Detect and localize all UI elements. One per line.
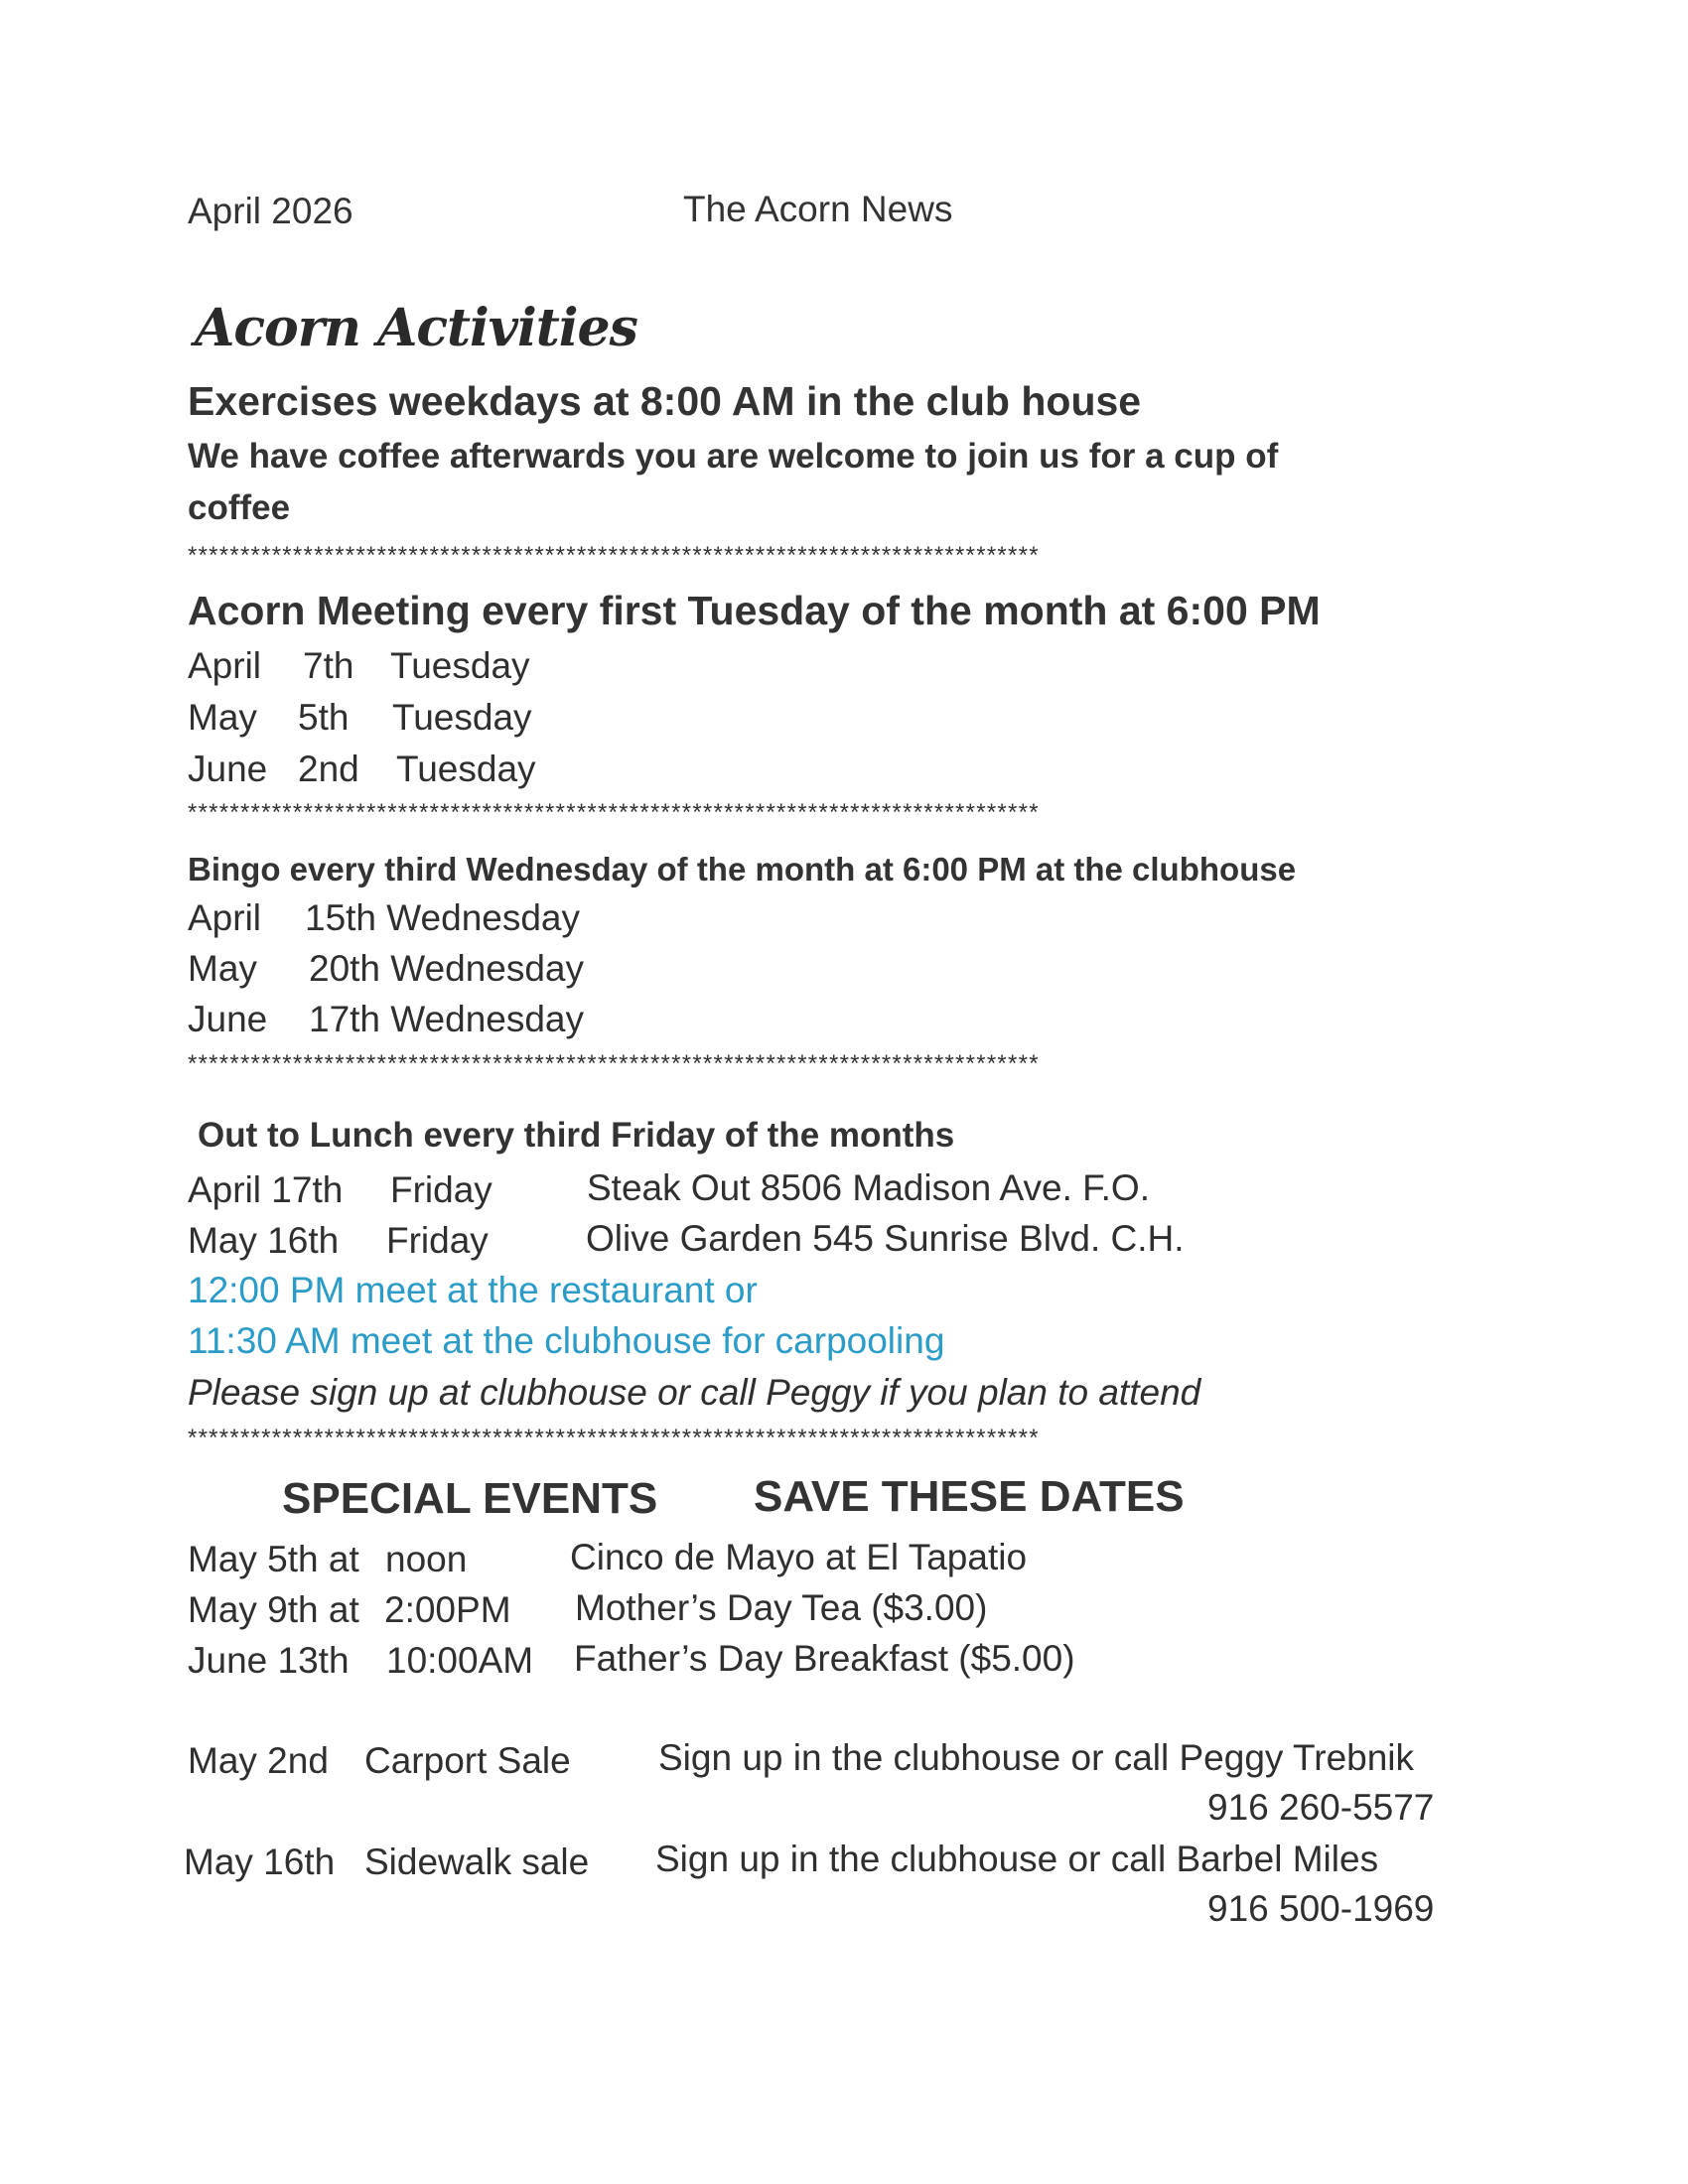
page-title: Acorn Activities — [195, 298, 637, 358]
separator-1: ********************************************************************************* — [188, 544, 1040, 568]
sale-date: May 16th — [184, 1842, 336, 1882]
sale-phone: 916 260-5577 — [1207, 1787, 1435, 1828]
save-dates-heading: SAVE THESE DATES — [754, 1472, 1185, 1521]
event-date: May 5th at — [188, 1539, 359, 1579]
sale-name: Carport Sale — [364, 1740, 571, 1781]
event-date: June 13th — [188, 1640, 350, 1681]
special-events-heading: SPECIAL EVENTS — [282, 1474, 658, 1523]
meeting-month: April — [188, 645, 262, 686]
lunch-heading: Out to Lunch every third Friday of the months — [198, 1116, 955, 1155]
lunch-meet-clubhouse: 11:30 AM meet at the clubhouse for carpooling — [188, 1320, 945, 1361]
meeting-weekday: Tuesday — [392, 697, 532, 738]
event-name: Mother’s Day Tea ($3.00) — [575, 1587, 988, 1628]
meeting-day: 7th — [303, 645, 354, 686]
meeting-month: June — [188, 749, 268, 789]
sale-name: Sidewalk sale — [364, 1842, 590, 1882]
meeting-heading: Acorn Meeting every first Tuesday of the month at 6:00 PM — [188, 588, 1321, 633]
lunch-date: May 16th — [188, 1220, 340, 1261]
lunch-place: Steak Out 8506 Madison Ave. F.O. — [587, 1167, 1150, 1208]
event-time: 2:00PM — [384, 1589, 511, 1630]
event-name: Father’s Day Breakfast ($5.00) — [574, 1638, 1075, 1679]
event-date: May 9th at — [188, 1589, 359, 1630]
bingo-month: May — [188, 948, 257, 989]
meeting-day: 5th — [298, 697, 350, 738]
bingo-date: 20th Wednesday — [309, 948, 585, 989]
lunch-weekday: Friday — [390, 1169, 492, 1210]
meeting-weekday: Tuesday — [396, 749, 536, 789]
lunch-signup-note: Please sign up at clubhouse or call Peggy if you plan to attend — [188, 1372, 1201, 1413]
sale-date: May 2nd — [188, 1740, 329, 1781]
lunch-place: Olive Garden 545 Sunrise Blvd. C.H. — [586, 1218, 1185, 1259]
sale-signup: Sign up in the clubhouse or call Barbel Miles — [655, 1839, 1379, 1879]
separator-2: ********************************************************************************* — [188, 801, 1040, 825]
lunch-weekday: Friday — [386, 1220, 489, 1261]
exercise-heading: Exercises weekdays at 8:00 AM in the club house — [188, 378, 1142, 424]
event-time: 10:00AM — [386, 1640, 534, 1681]
meeting-weekday: Tuesday — [390, 645, 530, 686]
lunch-meet-restaurant: 12:00 PM meet at the restaurant or — [188, 1270, 758, 1310]
bingo-month: April — [188, 897, 262, 938]
sale-phone: 916 500-1969 — [1207, 1888, 1435, 1929]
event-name: Cinco de Mayo at El Tapatio — [570, 1537, 1028, 1577]
meeting-day: 2nd — [298, 749, 359, 789]
bingo-month: June — [188, 999, 268, 1039]
separator-4: ********************************************************************************* — [188, 1427, 1040, 1450]
exercise-coffee-line2: coffee — [188, 488, 291, 527]
bingo-date: 17th Wednesday — [309, 999, 585, 1039]
event-time: noon — [385, 1539, 468, 1579]
bingo-date: 15th Wednesday — [305, 897, 581, 938]
meeting-month: May — [188, 697, 257, 738]
sale-signup: Sign up in the clubhouse or call Peggy Trebnik — [658, 1737, 1415, 1778]
separator-3: ********************************************************************************* — [188, 1052, 1040, 1076]
exercise-coffee-line1: We have coffee afterwards you are welcome to join us for a cup of — [188, 437, 1279, 476]
lunch-date: April 17th — [188, 1169, 344, 1210]
bingo-heading: Bingo every third Wednesday of the month at 6:00 PM at the clubhouse — [188, 851, 1297, 887]
newsletter-title: The Acorn News — [683, 189, 953, 229]
issue-date: April 2026 — [188, 191, 353, 231]
